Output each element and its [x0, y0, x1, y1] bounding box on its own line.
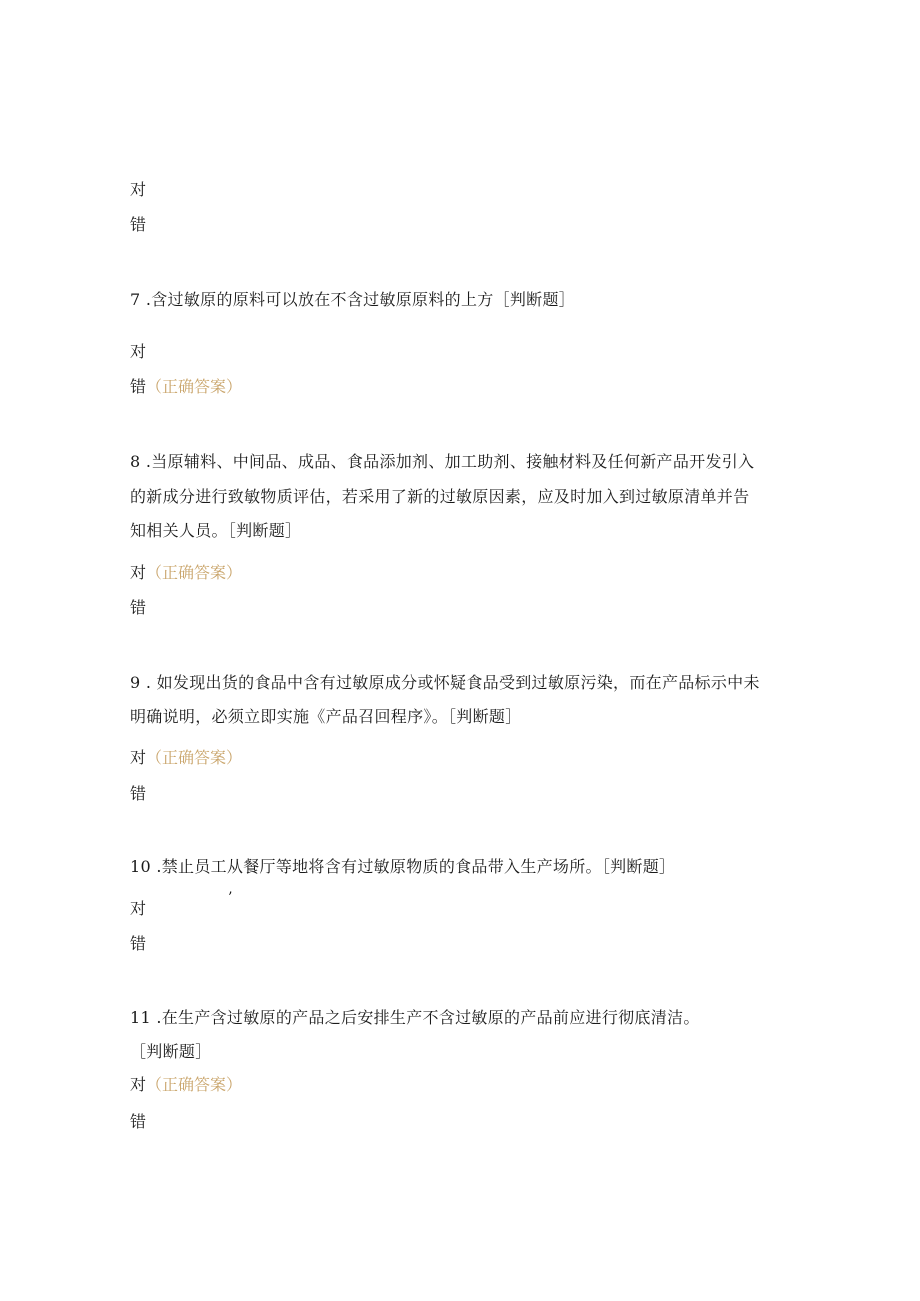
- q8-question-line-1: 8 .当原辅料、中间品、成品、食品添加剂、加工助剂、接触材料及任何新产品开发引入: [130, 452, 755, 471]
- correct-answer-tag: （正确答案）: [146, 1075, 243, 1094]
- q11-option-false[interactable]: 错: [130, 1112, 147, 1131]
- q9-option-true[interactable]: 对（正确答案）: [130, 748, 243, 767]
- q11-question-line-2: ［判断题］: [130, 1042, 212, 1061]
- stray-mark: ’: [228, 890, 233, 906]
- q7-option-false[interactable]: 错（正确答案）: [130, 377, 243, 396]
- q7-option-true[interactable]: 对: [130, 342, 147, 361]
- q11-option-true[interactable]: 对（正确答案）: [130, 1075, 243, 1094]
- q8-question-line-2: 的新成分进行致敏物质评估，若采用了新的过敏原因素，应及时加入到过敏原清单并告: [130, 487, 750, 506]
- q8-option-true[interactable]: 对（正确答案）: [130, 563, 243, 582]
- correct-answer-tag: （正确答案）: [146, 748, 243, 767]
- q6-option-true[interactable]: 对: [130, 180, 147, 199]
- q10-option-true[interactable]: 对: [130, 899, 147, 918]
- correct-answer-tag: （正确答案）: [146, 563, 243, 582]
- correct-answer-tag: （正确答案）: [146, 377, 243, 396]
- q9-question-line-2: 明确说明，必须立即实施《产品召回程序》。［判断题］: [130, 707, 522, 726]
- q9-option-false[interactable]: 错: [130, 784, 147, 803]
- q10-question-text: 10 .禁止员工从餐厅等地将含有过敏原物质的食品带入生产场所。［判断题］: [130, 857, 676, 876]
- q6-option-false[interactable]: 错: [130, 215, 147, 234]
- q9-question-line-1: 9 . 如发现出货的食品中含有过敏原成分或怀疑食品受到过敏原污染，而在产品标示中未: [130, 673, 760, 692]
- q10-option-false[interactable]: 错: [130, 934, 147, 953]
- q11-question-line-1: 11 .在生产含过敏原的产品之后安排生产不含过敏原的产品前应进行彻底清洁。: [130, 1008, 700, 1027]
- q7-question-text: 7 .含过敏原的原料可以放在不含过敏原原料的上方［判断题］: [130, 290, 576, 309]
- q8-option-false[interactable]: 错: [130, 598, 147, 617]
- q8-question-line-3: 知相关人员。［判断题］: [130, 521, 302, 540]
